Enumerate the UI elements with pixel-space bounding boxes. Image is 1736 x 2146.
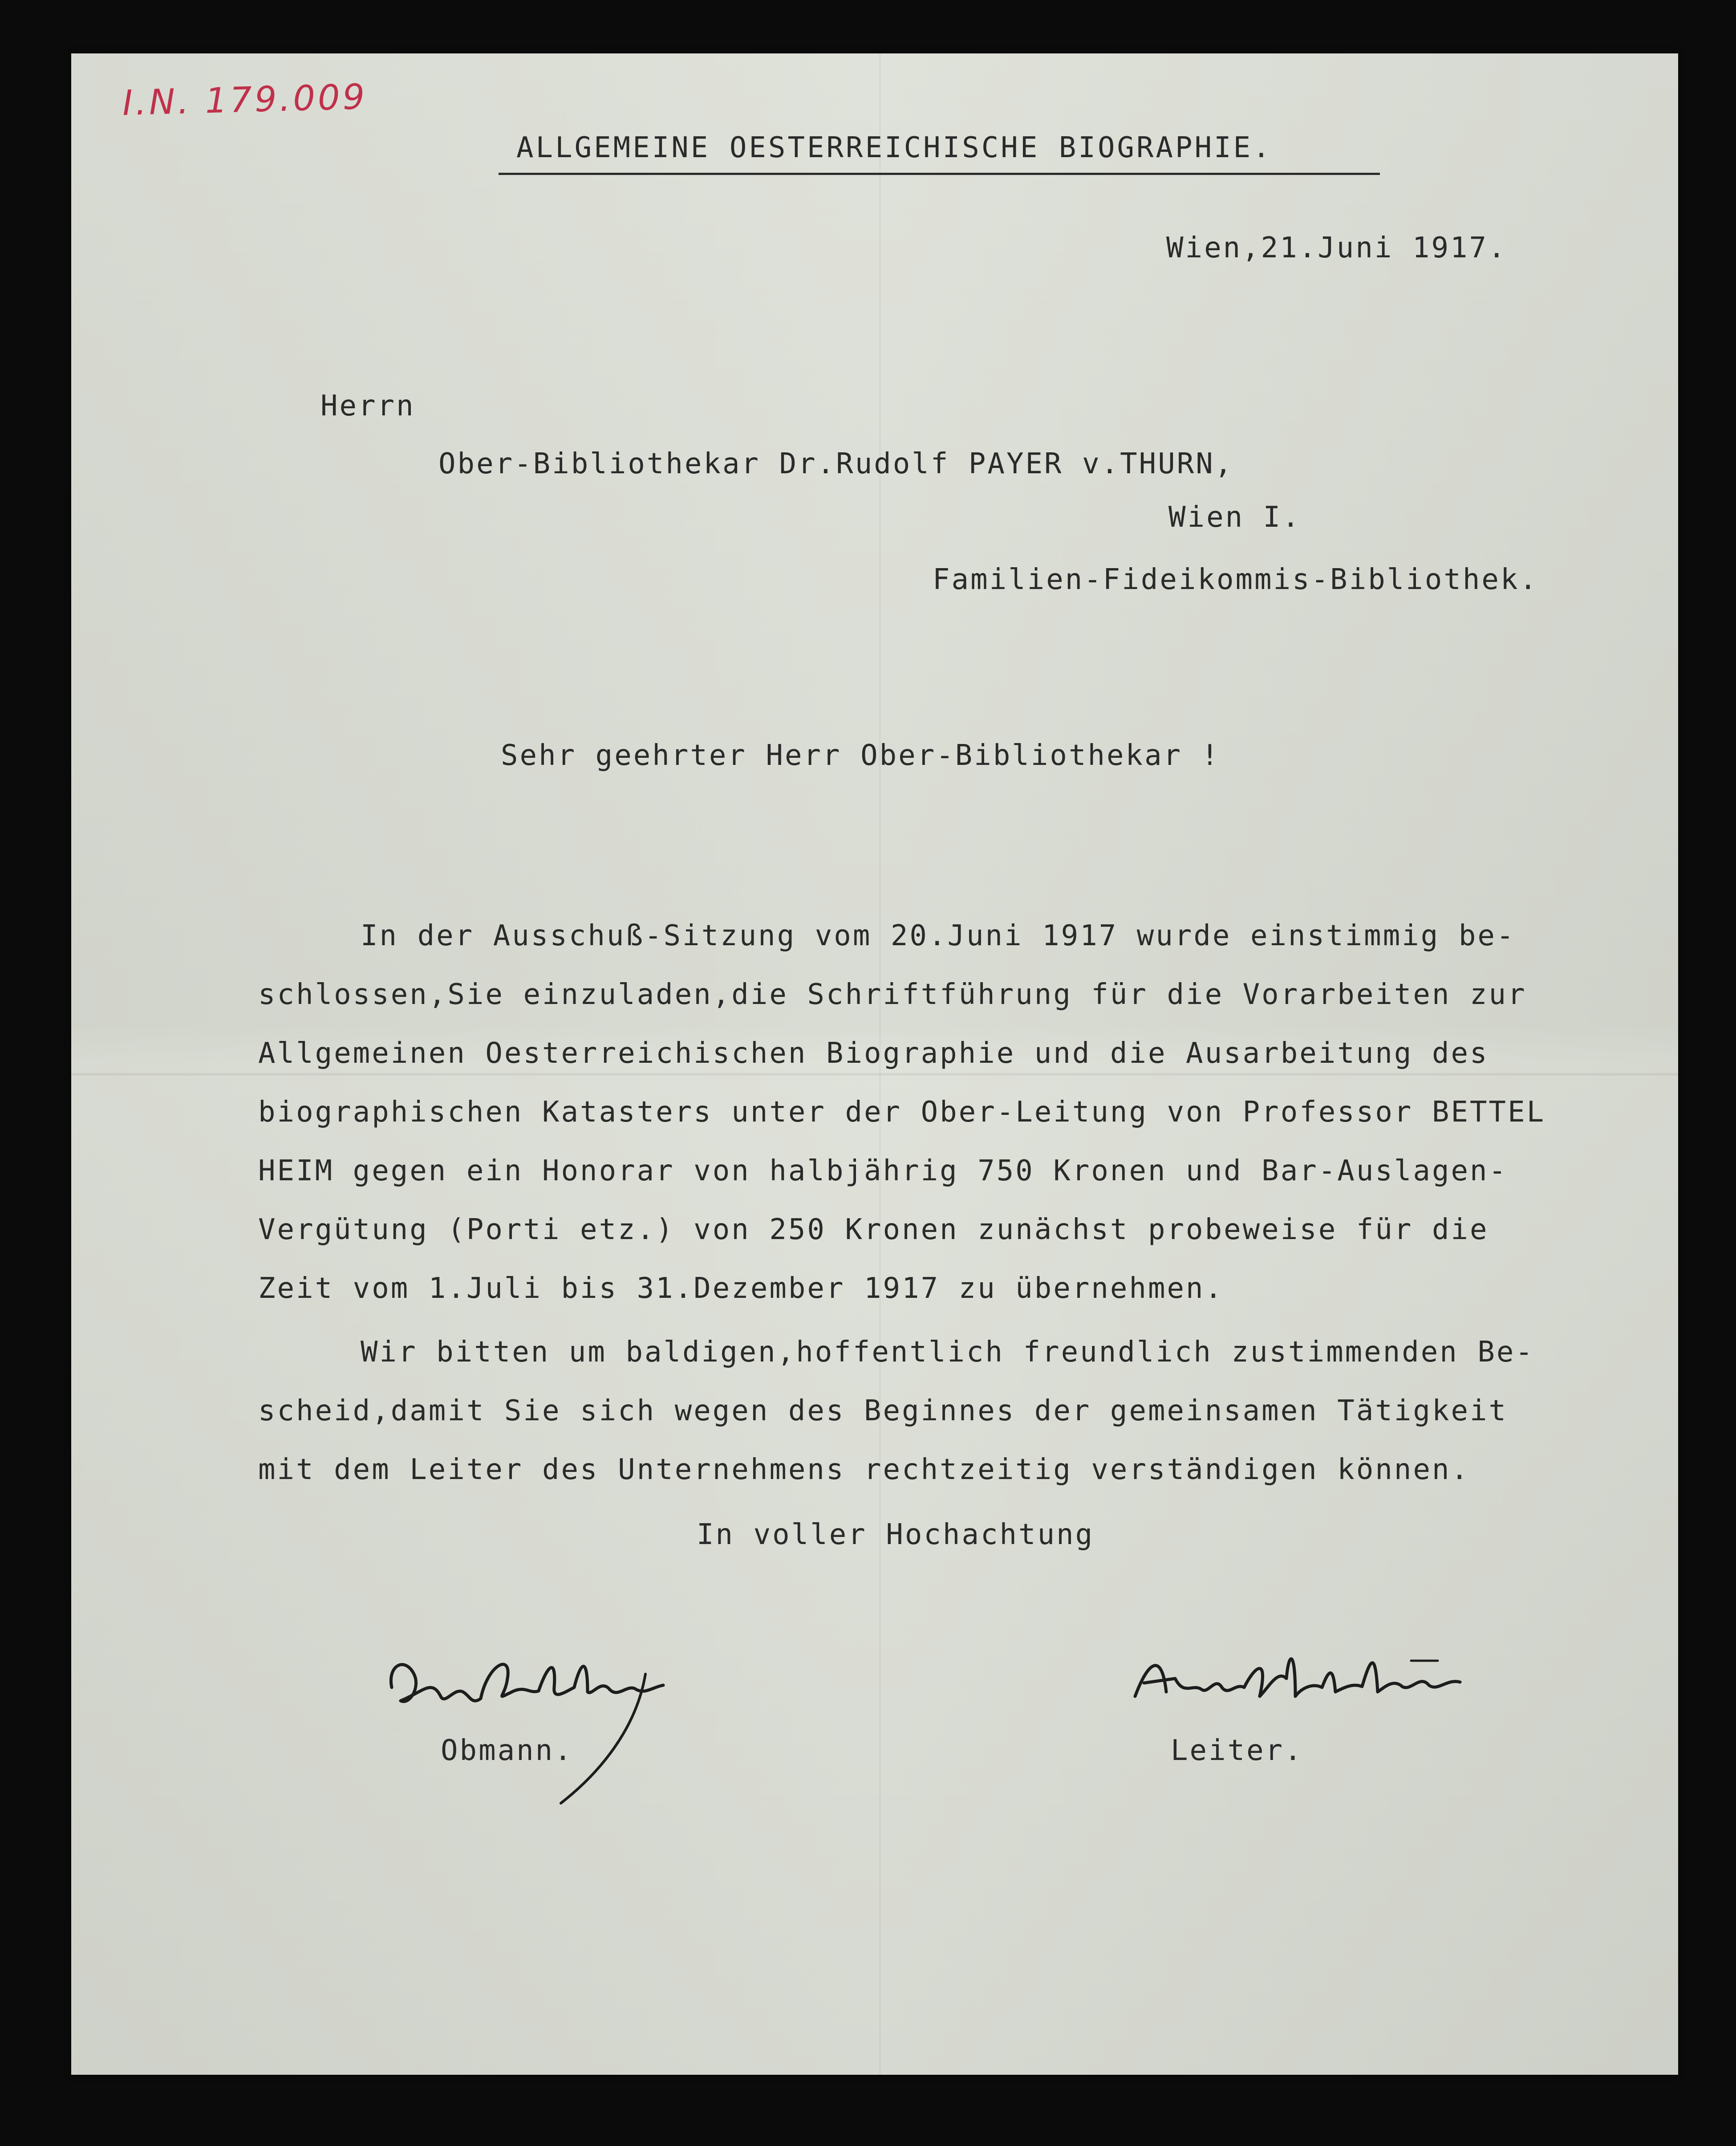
signatory-role-obmann: Obmann.: [441, 1734, 573, 1767]
letterhead-underline: [499, 173, 1380, 175]
letter-page: [71, 53, 1678, 2075]
body-line: Zeit vom 1.Juli bis 31.Dezember 1917 zu übernehmen.: [258, 1272, 1224, 1305]
horizontal-fold-line: [71, 1073, 1678, 1076]
body-line: scheid,damit Sie sich wegen des Beginnes der gemeinsamen Tätigkeit: [258, 1394, 1508, 1427]
body-line: mit dem Leiter des Unternehmens rechtzeitig verständigen können.: [258, 1453, 1470, 1486]
signature-leiter: [1126, 1634, 1527, 1732]
recipient-city: Wien I.: [1168, 501, 1301, 534]
recipient-salutation-line: Herrn: [320, 390, 415, 423]
closing-phrase: In voller Hochachtung: [697, 1518, 1095, 1551]
greeting: Sehr geehrter Herr Ober-Bibliothekar !: [501, 739, 1221, 772]
signatory-role-leiter: Leiter.: [1171, 1734, 1303, 1767]
body-line: Vergütung (Porti etz.) von 250 Kronen zunächst probeweise für die: [258, 1213, 1489, 1246]
letter-date: Wien,21.Juni 1917.: [1166, 232, 1507, 264]
body-line: Wir bitten um baldigen,hoffentlich freundlich zustimmenden Be-: [361, 1336, 1534, 1369]
recipient-name: Ober-Bibliothekar Dr.Rudolf PAYER v.THURN,: [438, 447, 1234, 480]
signature-obmann: [378, 1638, 779, 1808]
body-line: HEIM gegen ein Honorar von halbjährig 750 Kronen und Bar-Auslagen-: [258, 1154, 1508, 1187]
inventory-number: I.N. 179.009: [122, 77, 368, 124]
body-line: schlossen,Sie einzuladen,die Schriftführung für die Vorarbeiten zur: [258, 978, 1527, 1011]
recipient-institution: Familien-Fideikommis-Bibliothek.: [933, 563, 1538, 596]
body-line: biographischen Katasters unter der Ober-Leitung von Professor BETTEL: [258, 1096, 1546, 1129]
body-line: Allgemeinen Oesterreichischen Biographie und die Ausarbeitung des: [258, 1037, 1489, 1070]
body-line: In der Ausschuß-Sitzung vom 20.Juni 1917 wurde einstimmig be-: [361, 919, 1516, 952]
letterhead-title: ALLGEMEINE OESTERREICHISCHE BIOGRAPHIE.: [516, 131, 1272, 164]
